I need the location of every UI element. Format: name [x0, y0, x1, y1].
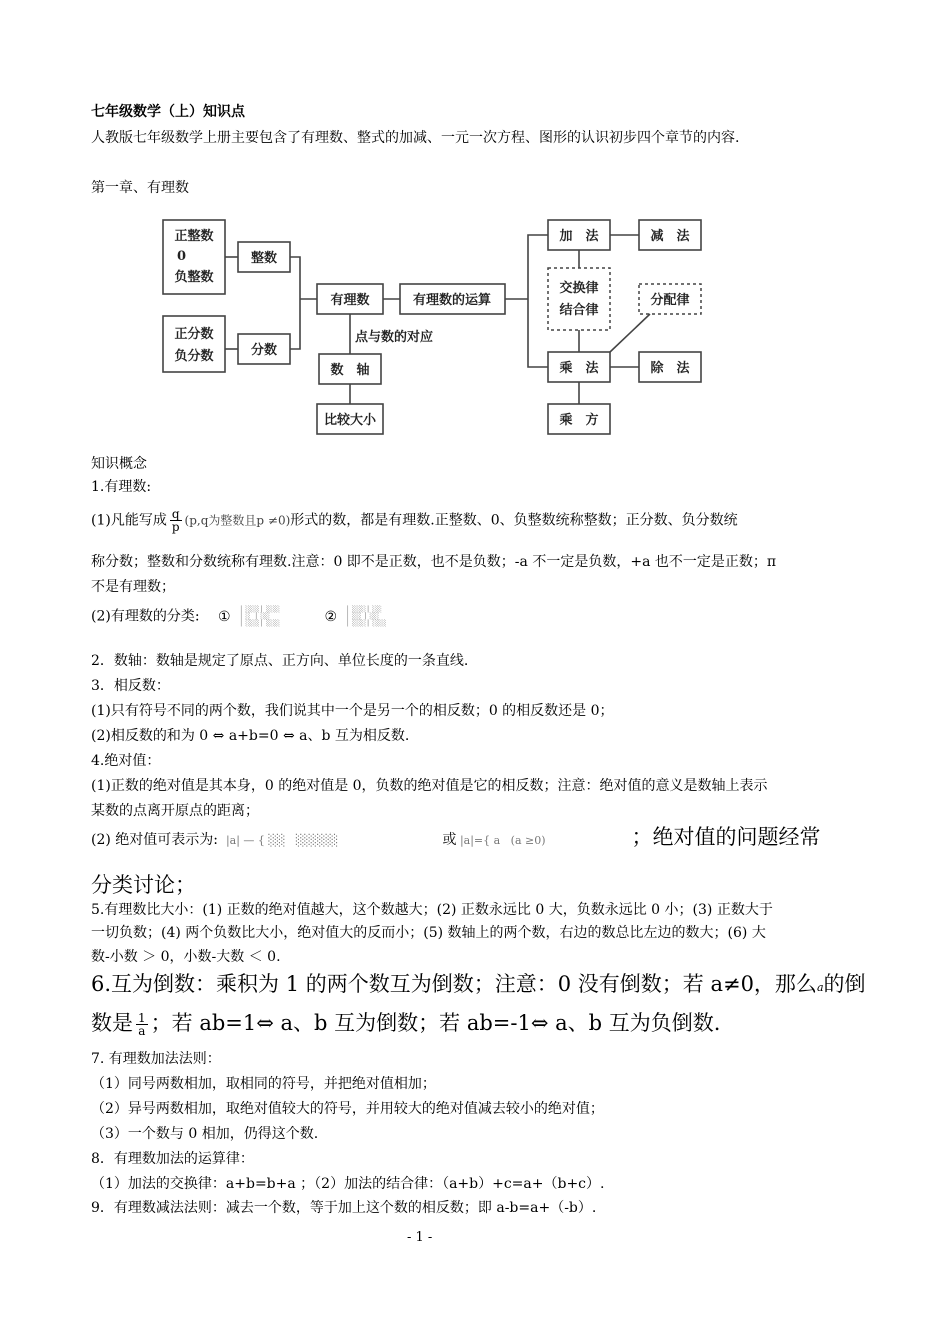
- frac-den: p: [171, 520, 180, 534]
- node-add: 加 法: [559, 229, 599, 244]
- section-5-line-1: 5.有理数比大小：(1) 正数的绝对值越大，这个数越大；(2) 正数永远比 0 大，负数永远比 0 小；(3) 正数大于: [91, 902, 773, 918]
- section-4-para-2: [91, 824, 820, 854]
- node-positive-fraction: 正分数: [174, 327, 214, 342]
- node-power: 乘 方: [559, 413, 599, 428]
- s6-text-pre: 6.互为倒数：乘积为 1 的两个数互为倒数；注意：0 没有倒数；若 a≠0，那么: [91, 972, 817, 996]
- classification-circle-1: ①: [218, 608, 231, 625]
- classification-circle-2: ②: [324, 608, 338, 625]
- fraction-q-over-p: [170, 508, 182, 533]
- frac-num: q: [171, 507, 180, 521]
- s1-text-post: 形式的数，都是有理数.正整数、0、负整数统称整数；正分数、负分数统: [290, 512, 738, 529]
- node-fraction: 分数: [250, 343, 278, 358]
- section-8-para: （1）加法的交换律：a+b=b+a ；（2）加法的结合律：（a+b）+c=a+（b+c）.: [91, 1176, 605, 1192]
- fraction-1-over-a: [136, 1012, 148, 1037]
- page-number: - 1 -: [407, 1230, 433, 1245]
- chapter-heading: 第一章、有理数: [91, 180, 189, 196]
- section-5-line-3: 数-小数 ＞ 0，小数-大数 ＜ 0.: [91, 949, 281, 965]
- section-4-para-2-line-2: 分类讨论；: [91, 873, 196, 897]
- node-subtract: 减 法: [650, 229, 690, 244]
- node-rational: 有理数: [330, 293, 370, 308]
- classification-diagram-1: ▏░░░ ▏░░░ ▏░ ▏░░ ▏░░░ ▏░░░: [241, 606, 280, 627]
- section-3-title: 3．相反数：: [91, 678, 170, 694]
- classification-label: (2)有理数的分类:: [91, 608, 200, 625]
- classification-diagram-2: ▏░░░ ▏░░ ▏░░ ▏░░ ▏░░░ ▏░░░: [347, 606, 387, 627]
- abs-formula-image-1: |a| — { ░░ ░░░░░: [222, 834, 339, 847]
- section-7-rule-3: （3）一个数与 0 相加，仍得这个数.: [91, 1126, 319, 1142]
- section-6-line-2: [91, 1006, 720, 1040]
- or-text: 或: [442, 832, 457, 848]
- s6-line2-pre: 数是: [91, 1011, 133, 1035]
- node-associative: 结合律: [559, 303, 599, 318]
- section-1-para-1-line-2: 称分数；整数和分数统称有理数.注意：0 即不是正数，也不是负数；-a 不一定是负数，+a 也不一定是正数；π: [91, 554, 777, 570]
- section-7-rule-1: （1）同号两数相加，取相同的符号，并把绝对值相加；: [91, 1076, 436, 1092]
- section-7-rule-2: （2）异号两数相加，取绝对值较大的符号，并用较大的绝对值减去较小的绝对值；: [91, 1101, 604, 1117]
- s1-text-pre: (1)凡能写成: [91, 512, 167, 529]
- node-commutative: 交换律: [559, 281, 599, 296]
- section-3-para-2: (2)相反数的和为 0 ⇔ a+b=0 ⇔ a、b 互为相反数.: [91, 728, 410, 744]
- page-title: 七年级数学（上）知识点: [91, 104, 245, 120]
- node-distributive: 分配律: [650, 293, 690, 308]
- section-1-para-1: [91, 508, 738, 533]
- node-divide: 除 法: [650, 361, 690, 376]
- section-9: 9．有理数减法法则：减去一个数，等于加上这个数的相反数；即 a-b=a+（-b）.: [91, 1200, 597, 1216]
- section-1-title: 1.有理数:: [91, 479, 152, 495]
- section-2: 2．数轴：数轴是规定了原点、正方向、单位长度的一条直线.: [91, 653, 469, 669]
- node-correspondence: 点与数的对应: [355, 330, 434, 345]
- rational-number-flowchart: [155, 198, 715, 438]
- section-1-para-2: [91, 606, 428, 627]
- node-multiply: 乘 法: [559, 361, 599, 376]
- section-1-para-1-line-3: 不是有理数；: [91, 579, 175, 595]
- section-5-line-2: 一切负数；(4) 两个负数比大小，绝对值大的反而小；(5) 数轴上的两个数，右边的数总比左边的数大；(6) 大: [91, 925, 766, 941]
- node-compare: 比较大小: [323, 413, 377, 428]
- section-4-title: 4.绝对值：: [91, 753, 161, 769]
- node-integer: 整数: [250, 251, 278, 266]
- intro-text: 人教版七年级数学上册主要包含了有理数、整式的加减、一元一次方程、图形的认识初步四个章节的内容.: [91, 130, 740, 146]
- s6-text-post: 的倒: [823, 972, 866, 996]
- section-7-title: 7. 有理数加法法则：: [91, 1051, 221, 1067]
- s1-condition: (p,q为整数且p ≠0): [184, 513, 291, 528]
- concepts-heading: 知识概念: [91, 456, 147, 472]
- section-6-line-1: [91, 971, 866, 1001]
- abs-formula-image-2: |a|={ a (a ≥0): [456, 834, 546, 847]
- node-negative-integer: 负整数: [174, 270, 214, 285]
- node-negative-fraction: 负分数: [174, 349, 214, 364]
- node-zero: 0: [177, 249, 187, 264]
- node-positive-integer: 正整数: [174, 229, 214, 244]
- s6-line2-post: ；若 ab=1⇔ a、b 互为倒数；若 ab=-1⇔ a、b 互为负倒数.: [150, 1011, 721, 1035]
- abs-value-post: ；绝对值的问题经常: [631, 825, 821, 849]
- section-4-para-1-line-2: 某数的点离开原点的距离；: [91, 803, 259, 819]
- node-operations: 有理数的运算: [412, 293, 492, 308]
- section-4-para-1: (1)正数的绝对值是其本身，0 的绝对值是 0，负数的绝对值是它的相反数；注意：绝对值的意义是数轴上表示: [91, 778, 768, 794]
- s6-var-a: a: [816, 981, 824, 994]
- section-3-para-1: (1)只有符号不同的两个数，我们说其中一个是另一个的相反数；0 的相反数还是 0；: [91, 703, 614, 719]
- node-number-line: 数 轴: [330, 363, 370, 378]
- frac-den: a: [138, 1024, 146, 1038]
- abs-value-label: (2) 绝对值可表示为:: [91, 832, 218, 848]
- frac-num: 1: [138, 1011, 146, 1025]
- section-8-title: 8．有理数加法的运算律：: [91, 1151, 254, 1167]
